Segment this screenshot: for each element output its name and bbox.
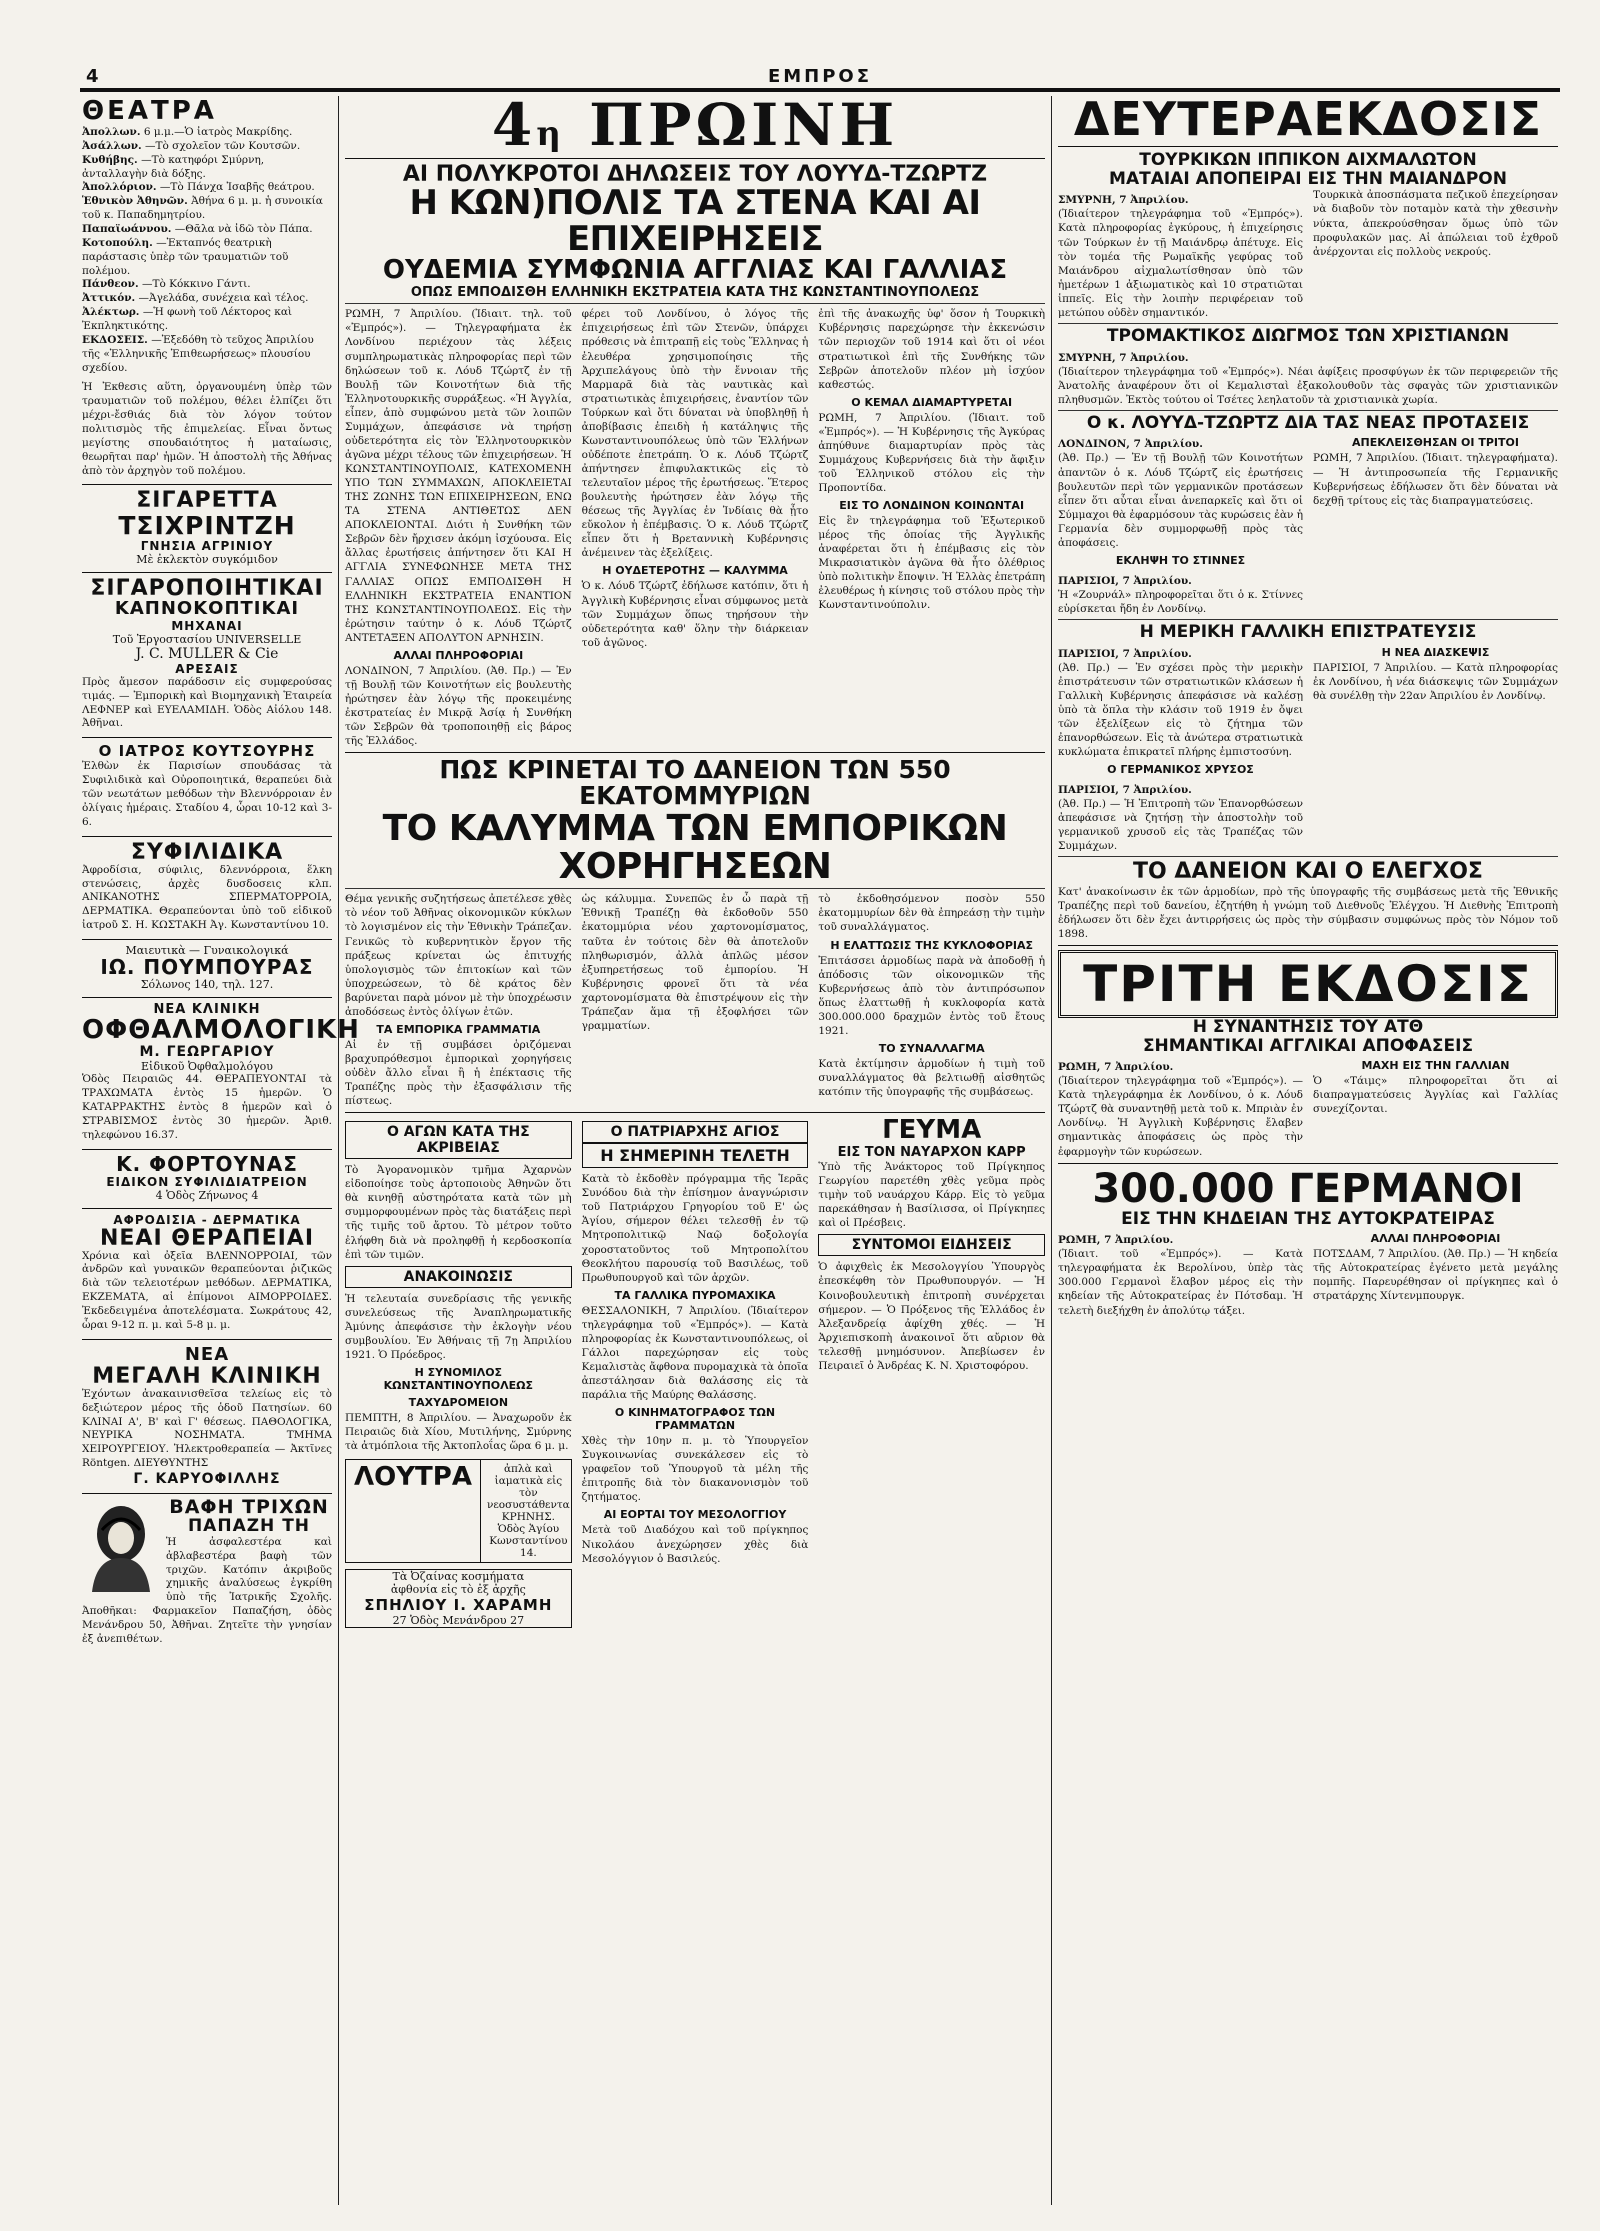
- pyromachika-head: ΤΑ ΓΑΛΛΙΚΑ ΠΥΡΟΜΑΧΙΚΑ: [614, 1288, 776, 1302]
- loan-col1b: Αἱ ἐν τῇ συμβάσει ὁριζόμεναι βραχυπρόθεσμοι ἐμπορικαὶ χορηγήσεις οὐδὲν ἄλλο εἶναι ἢ ἡ ἐπέκτασις τῆς Τραπέζης πρὸς τὴν ἐξασφάλισιν τῆς πίστεως.: [345, 1038, 572, 1108]
- divider: [345, 752, 1045, 753]
- theatre-name: Ἀλέκτωρ.: [82, 306, 140, 319]
- divider: [1058, 945, 1558, 946]
- germans-dateline: ΡΩΜΗ, 7 Ἀπριλίου.: [1058, 1234, 1174, 1247]
- fortounas-title: Κ. ΦΟΡΤΟΥΝΑΣ: [116, 1151, 298, 1176]
- divider: [82, 1208, 332, 1209]
- loan-control-head: ΤΟ ΔΑΝΕΙΟΝ ΚΑΙ Ο ΕΛΕΓΧΟΣ: [1133, 859, 1483, 885]
- lloyd-head: Ο κ. ΛΟΥΥΔ-ΤΖΩΡΤΖ ΔΙΑ ΤΑΣ ΝΕΑΣ ΠΡΟΤΑΣΕΙΣ: [1086, 412, 1530, 433]
- theatre-item: [82, 154, 332, 182]
- theatre-name: Κυθήβης.: [82, 153, 138, 166]
- short-news-text: Ὁ ἀφιχθεὶς ἐκ Μεσολογγίου Ὑπουργὸς ἐπεσκέφθη τὸν Πρωθυπουργόν. — Ἡ Κοινοβουλευτικὴ ἐπιτροπὴ συνέρχεται σήμερον. — Ὁ Πρόξενος τῆς Ἑλλάδος ἐν Ἀλεξανδρείᾳ ἀφίχθη χθές. — Ἡ Ἀρχιεπισκοπὴ ἀνακοινοῖ ὅτι αὔριον θὰ τελεσθῇ μνημόσυνον. Ἀπεβίωσεν ἐν Πειραιεῖ ὁ Ἀνδρέας Κ. Ν. Χριστοφόρου.: [818, 1261, 1046, 1372]
- big-clinic-title: ΜΕΓΑΛΗ ΚΛΙΝΙΚΗ: [92, 1363, 322, 1389]
- massacre-head: ΤΡΟΜΑΚΤΙΚΟΣ ΔΙΩΓΜΟΣ ΤΩΝ ΧΡΙΣΤΙΑΝΩΝ: [1106, 325, 1510, 346]
- third-sub: Ὁ «Τάιμς» πληροφορεῖται ὅτι αἱ διαπραγματεύσεις Ἀγγλίας καὶ Γαλλίας συνεχίζονται.: [1313, 1075, 1558, 1116]
- third-edition-banner: ΤΡΙΤΗ ΕΚΔΟΣΙΣ: [1058, 950, 1558, 1018]
- theatres-list: [82, 126, 332, 375]
- cavalry-article: [1058, 188, 1558, 320]
- ozaina-text: ἀφθονία εἰς τὸ ἐξ ἀρχῆς: [390, 1583, 526, 1597]
- theatre-item: [82, 195, 332, 223]
- lloyd-dateline: ΛΟΝΔΙΝΟΝ, 7 Ἀπριλίου.: [1058, 438, 1203, 451]
- loan-col3b: Ἐπιτάσσει ἀρμοδίως παρὰ νὰ ἀποδοθῇ ἡ ἀπόδοσις τῶν οἰκονομικῶν τῆς Κυβερνήσεως ἀπὸ τὸν ἀντιπρόσωπον ὅπως ἐλαττωθῇ ἡ κυκλοφορία κατὰ 300.000.000 δραχμῶν ἐντὸς τοῦ ἔτους 1921.: [818, 954, 1046, 1037]
- patriarch-head2: Η ΣΗΜΕΡΙΝΗ ΤΕΛΕΤΗ: [582, 1143, 809, 1168]
- theatre-text: 6 μ.μ.—Ὁ ἰατρὸς Μακρίδης.: [143, 126, 293, 138]
- big-clinic-ad: [82, 1344, 332, 1487]
- lead-col2: φέρει τοῦ Λονδίνου, ὁ λόγος τῆς ἐπιχειρήσεως ἐπὶ τῶν Στενῶν, ὑπάρχει πρόθεσις νὰ ἐπιτραπῇ εἰς τοὺς Ἕλληνας ἡ ἐλευθέρα χρησιμοποίησις τῆς Ἀρχιπελάγους ὑπὸ τὴν ἔννοιαν τῆς Μαρμαρᾶ διὰ τὰς ναυτικὰς καὶ στρατιωτικὰς ἐπιχειρήσεις, ἐναντίον τῶν Τούρκων καὶ ὅτι δύναται νὰ ὑποβληθῇ ἡ ἀποβίβασις ἐπειδὴ ἡ κατάληψις τῆς Κωνσταντινουπόλεως ὑπὸ τῶν Ἑλλήνων οὐδέποτε ἐπετράπη. Ὁ κ. Λόυδ Τζώρτζ ἀπήντησεν ἐπιφυλακτικῶς εἰς τὸ τελευταῖον μέρος τῆς ἐρωτήσεως. Ἕτερος βουλευτὴς ἠρώτησεν ἐὰν λόγῳ τῆς θέσεως τῆς Ἀγγλίας ἐν Ἰνδίαις θὰ ᾖτο εὔκολον ἡ ἐπέμβασις. Ὁ κ. Λόυδ Τζώρτζ εἶπεν ὅτι ἡ Βρεταννικὴ Κυβέρνησις ἀνέμεινεν τὰς ἐξελίξεις.: [581, 308, 809, 560]
- germans-text: (Ἰδιαιτ. τοῦ «Ἐμπρός»). — Κατὰ τηλεγραφήματα ἐκ Βερολίνου, ὑπὲρ τὰς 300.000 Γερμανοὶ ἔλαβον μέρος εἰς τὴν κηδείαν τῆς Αὐτοκρατείρας ἐν Πότσδαμ. Ἡ τελετὴ διεξήχθη ἐν ἀπολύτῳ τάξει.: [1058, 1248, 1303, 1317]
- divider: [82, 1149, 332, 1150]
- lead-headline: Η ΚΩΝ)ΠΟΛΙΣ ΤΑ ΣΤΕΝΑ ΚΑΙ ΑΙ ΕΠΙΧΕΙΡΗΣΕΙΣ: [409, 183, 981, 259]
- third-head1: Η ΣΥΝΑΝΤΗΣΙΣ ΤΟΥ ΑΤΘ: [1192, 1016, 1424, 1037]
- syphilis-ad: [82, 841, 332, 933]
- theatre-text: —Τὸ κατηφόρι Σμύρνη, ἀνταλλαγὴν διὰ δόξης.: [82, 153, 265, 180]
- lutra-title: ΛΟΥΤΡΑ: [346, 1460, 481, 1562]
- post-head: ΤΑΧΥΔΡΟΜΕΙΟΝ: [408, 1395, 509, 1409]
- cigar-title: ΣΙΓΑΡΟΠΟΙΗΤΙΚΑΙ: [90, 575, 324, 601]
- loan-headline: ΤΟ ΚΑΛΥΜΜΑ ΤΩΝ ΕΜΠΟΡΙΚΩΝ ΧΟΡΗΓΗΣΕΩΝ: [382, 807, 1008, 887]
- cigar-factory: Τοῦ Ἐργοστασίου UNIVERSELLE: [112, 632, 302, 646]
- festivals-head: ΑΙ ΕΟΡΤΑΙ ΤΟΥ ΜΕΣΟΛΟΓΓΙΟΥ: [603, 1508, 787, 1522]
- massacre-text: (Ἰδιαίτερον τηλεγράφημα τοῦ «Ἐμπρός»). Νέαι ἀφίξεις προσφύγων ἐκ τῶν περιφερειῶν τῆς Ἀνατολῆς ἀναφέρουν ὅτι οἱ Κεμαλισταὶ ἐξακολουθοῦν τὰς σφαγὰς τῶν χριστιανικῶν πληθυσμῶν. Ἐκτὸς τούτου οἱ Τσέτες λεηλατοῦν τὰ χριστιανικὰ χωρία.: [1058, 365, 1558, 406]
- french-sub-dateline: ΠΑΡΙΣΙΟΙ, 7 Ἀπριλίου.: [1058, 784, 1192, 797]
- germans-sub-head: ΑΛΛΑΙ ΠΛΗΡΟΦΟΡΙΑΙ: [1370, 1232, 1501, 1246]
- cigarette-sub: ΓΝΗΣΙΑ ΑΓΡΙΝΙΟΥ: [140, 538, 274, 553]
- french-sub-head: Ο ΓΕΡΜΑΝΙΚΟΣ ΧΡΥΣΟΣ: [1107, 763, 1254, 777]
- eye-clinic-ad: [82, 1001, 360, 1143]
- french-text: (Ἀθ. Πρ.) — Ἐν σχέσει πρὸς τὴν μερικὴν ἐπιστράτευσιν τῶν στρατιωτικῶν κλάσεων ἡ Γαλλικὴ Κυβέρνησις ἀπεφάσισε νὰ καλέσῃ ὑπὸ τὰ ὅπλα τὴν κλάσιν τοῦ 1919 ἐν ὄψει τῶν ἐξελίξεων εἰς τὸ ζήτημα τῶν ἐπανορθώσεων. Εἰς τὰ ἀνώτερα στρατιωτικὰ κυκλώματα ἐπικρατεῖ πλήρης ἐμπιστοσύνη.: [1058, 661, 1303, 759]
- french-sub2: ΠΑΡΙΣΙΟΙ, 7 Ἀπριλίου. — Κατὰ πληροφορίας ἐκ Λονδίνου, ἡ νέα διάσκεψις τῶν Συμμάχων θὰ συνέλθῃ τὴν 22αν Ἀπριλίου ἐν Λονδίνῳ.: [1313, 661, 1558, 702]
- theatre-name: Παπαϊωάννου.: [82, 223, 172, 236]
- fortounas-address: 4 Ὁδὸς Ζήνωνος 4: [155, 1188, 259, 1202]
- gyn-name: ΙΩ. ΠΟΥΜΠΟΥΡΑΣ: [100, 954, 314, 979]
- gyn-line: Μαιευτικὰ — Γυναικολογικά: [125, 943, 289, 957]
- theatre-item: [82, 278, 332, 292]
- accuracy-text: Τὸ Ἀγορανομικὸν τμῆμα Ἀχαρνὼν εἰδοποίησε τοὺς ἀρτοποιοὺς Ἀθηνῶν ὅτι θὰ κινηθῇ αὐστηρότατα κατὰ τῶν μὴ συμμορφουμένων πρὸς τὰς διατάξεις περὶ τῆς τιμῆς τοῦ ἄρτου. Τὸ μέτρον τοῦτο ἐλήφθη διὰ νὰ προληφθῇ ἡ κερδοσκοπία ἐπὶ τῶν τιμῶν.: [345, 1164, 572, 1261]
- banner-prefix: 4: [491, 91, 537, 159]
- lutra-ad: [345, 1459, 572, 1563]
- doctor-title: Ο ΙΑΤΡΟΣ ΚΟΥΤΣΟΥΡΗΣ: [98, 742, 316, 761]
- divider: [1058, 410, 1558, 411]
- big-clinic-director: Γ. ΚΑΡΥΟΦΙΛΛΗΣ: [133, 1471, 281, 1488]
- announcements-sign: Η ΣΥΝΟΜΙΛΟΣ ΚΩΝΣΤΑΝΤΙΝΟΥΠΟΛΕΩΣ: [383, 1365, 534, 1392]
- big-clinic-text: Ἐχόντων ἀνακαινισθεῖσα τελείως εἰς τὸ δεξιώτερον μέρος τῆς ὁδοῦ Πατησίων. 60 ΚΛΙΝΑΙ Α', Β' καὶ Γ' θέσεως. ΠΑΘΟΛΟΓΙΚΑ, ΝΕΥΡΙΚΑ ΝΟΣΗΜΑΤΑ. ΤΜΗΜΑ ΧΕΙΡΟΥΡΓΕΙΟΥ. Ἠλεκτροθεραπεία — Ἀκτῖνες Röntgen. ΔΙΕΥΘΥΝΤΗΣ: [82, 1387, 332, 1470]
- kapp-text: Ὑπὸ τῆς Ἀνάκτορος τοῦ Πρίγκηπος Γεωργίου παρετέθη χθὲς γεῦμα πρὸς τιμὴν τοῦ ναυάρχου Κάρρ. Εἰς τὸ γεῦμα παρεκάθησαν ἡ Βασίλισσα, οἱ Πρίγκηπες καὶ οἱ Πρέσβεις.: [818, 1161, 1046, 1230]
- theatre-name: Ἑθνικὸν Ἀθηνῶν.: [82, 195, 188, 208]
- kapp-head1: ΓΕΥΜΑ: [882, 1115, 982, 1146]
- festivals-text: Μετὰ τοῦ Διαδόχου καὶ τοῦ πρίγκηπος Νικολάου ἀνεχώρησεν χθὲς διὰ Μεσολόγγιον ὁ Βασιλεύς.: [581, 1524, 809, 1565]
- theatre-name: Πάνθεον.: [82, 278, 139, 291]
- ozaina-shop: ΣΠΗΛΙΟΥ Ι. ΧΑΡΑΜΗ: [364, 1596, 553, 1615]
- lower-articles: [345, 1117, 1045, 1628]
- divider: [1058, 619, 1558, 620]
- theatre-text: —Ἐκταπνός θεατρικὴ παράστασις ὑπὲρ τῶν τραυματιῶν τοῦ πολέμου.: [82, 236, 289, 277]
- theatre-name: Ἀπολλόριον.: [82, 181, 157, 194]
- lead-col3: ἐπὶ τῆς ἀνακωχῆς ὑφ' ὅσον ἡ Τουρκικὴ Κυβέρνησις παρεχώρησε τὴν ἐκκενώσιν τῶν περιοχῶν τοῦ 1914 καὶ ὅτι οἱ νέοι στρατιωτικοὶ ἐπὶ τῆς Συνθήκης τῶν Σεβρῶν ἀποτελοῦν πλέον μὴ ἰσχύον καθεστώς.: [818, 308, 1046, 391]
- theatre-name: Ἀσάλλων.: [82, 139, 142, 152]
- divider: [345, 888, 1045, 889]
- lead-col3-subhead2: ΕΙΣ ΤΟ ΛΟΝΔΙΝΟΝ ΚΟΙΝΩΝΤΑΙ: [839, 499, 1025, 513]
- french-sub: (Ἀθ. Πρ.) — Ἡ Ἐπιτροπὴ τῶν Ἐπανορθώσεων ἀπεφάσισε νὰ ζητήσῃ τὴν ἀποστολὴν τοῦ γερμανικοῦ χρυσοῦ εἰς τὰς Τραπέζας τῶν Συμμάχων.: [1058, 798, 1303, 853]
- therapies-title: ΝΕΑΙ ΘΕΡΑΠΕΙΑΙ: [99, 1225, 315, 1251]
- second-edition-banner: ΔΕΥΤΕΡΑΕΚΔΟΣΙΣ: [1073, 92, 1543, 146]
- lloyd-sub-dateline: ΠΑΡΙΣΙΟΙ, 7 Ἀπριλίου.: [1058, 574, 1192, 587]
- eye-clinic-title: ΟΦΘΑΛΜΟΛΟΓΙΚΗ: [82, 1014, 360, 1045]
- cigar-maker: J. C. MULLER & Cie: [135, 645, 279, 662]
- third-sub-head: ΜΑΧΗ ΕΙΣ ΤΗΝ ΓΑΛΛΙΑΝ: [1361, 1059, 1510, 1073]
- theatre-text: Ἀθήνα 6 μ. μ. ἡ συνοικία τοῦ κ. Παπαδημητρίου.: [82, 195, 323, 222]
- divider: [82, 997, 332, 998]
- lead-col2-subhead: Η ΟΥΔΕΤΕΡΟΤΗΣ — ΚΑΛΥΜΜΑ: [602, 564, 788, 578]
- theatre-name: Ἀττικόν.: [82, 292, 136, 305]
- cigarette-ad: [82, 489, 332, 565]
- divider: [1058, 146, 1558, 147]
- hair-dye-title: ΒΑΦΗ ΤΡΙΧΩΝ: [169, 1496, 329, 1519]
- germans-head1: 300.000 ΓΕΡΜΑΝΟΙ: [1092, 1165, 1524, 1212]
- middle-column: [345, 91, 1046, 2205]
- cigarette-note: Μὲ ἐκλεκτὸν συγκόμιδον: [136, 552, 278, 566]
- announcements-head: ΑΝΑΚΟΙΝΩΣΙΣ: [345, 1266, 572, 1288]
- eye-clinic-text: Ὁδὸς Πειραιῶς 44. ΘΕΡΑΠΕΥΟΝΤΑΙ τὰ ΤΡΑΧΩΜΑΤΑ ἐντὸς 15 ἡμερῶν. Ὁ ΚΑΤΑΡΡΑΚΤΗΣ ἐντὸς 8 ἡμερῶν καὶ ὁ ΣΤΡΑΒΙΣΜΟΣ ἐντὸς 30 ἡμερῶν. Ἀριθ. τηλεφώνου 16.37.: [82, 1073, 332, 1141]
- hair-dye-ad: [82, 1498, 332, 1647]
- theatre-item: [82, 237, 332, 279]
- lutra-text: ἀπλὰ καὶ ἰαματικὰ εἰς τὸν νεοσυστάθεντα ΚΡΗΝΗΣ. Ὁδὸς Ἁγίου Κωνσταντίνου 14.: [486, 1463, 570, 1560]
- loan-col3: τὸ ἐκδοθησόμενον ποσὸν 550 ἑκατομμυρίων δὲν θὰ ἐπηρεάσῃ τὴν τιμὴν τοῦ συναλλάγματος.: [818, 893, 1046, 934]
- woman-portrait-icon: [82, 1500, 160, 1592]
- third-text: (Ἰδιαίτερον τηλεγράφημα τοῦ «Ἐμπρός»). — Κατὰ τηλεγράφημα ἐκ Λονδίνου, ὁ κ. Λόυδ Τζώρτζ θὰ συναντηθῇ μετὰ τοῦ κ. Μπριὰν ἐν Λονδίνῳ. Ἡ Ἀγγλικὴ Κυβέρνησις ἔλαβεν σημαντικὰς ἀποφάσεις ὡς πρὸς τὴν ἐφαρμογὴν τῶν κυρώσεων.: [1058, 1075, 1303, 1158]
- theatre-text: —Τὸ Κόκκινο Γάντι.: [141, 278, 251, 291]
- divider: [345, 303, 1045, 304]
- cigar-title2: ΚΑΠΝΟΚΟΠΤΙΚΑΙ: [114, 597, 300, 619]
- banner-title: ΠΡΩΙΝΗ: [589, 91, 899, 159]
- accuracy-head: Ο ΑΓΩΝ ΚΑΤΑ ΤΗΣ ΑΚΡΙΒΕΙΑΣ: [345, 1121, 572, 1159]
- theatres-section: [82, 96, 332, 375]
- theatre-item: [82, 181, 332, 195]
- loan-kicker: ΠΩΣ ΚΡΙΝΕΤΑΙ ΤΟ ΔΑΝΕΙΟΝ ΤΩΝ 550 ΕΚΑΤΟΜΜΥΡΙΩΝ: [439, 755, 951, 811]
- gyn-address: Σόλωνος 140, τηλ. 127.: [140, 977, 274, 991]
- divider: [82, 737, 332, 738]
- banner-suffix: η: [536, 114, 565, 154]
- cavalry-dateline: ΣΜΥΡΝΗ, 7 Ἀπριλίου.: [1058, 194, 1189, 207]
- therapies-text: Χρόνια καὶ ὀξεῖα ΒΛΕΝΝΟΡΡΟΙΑΙ, τῶν ἀνδρῶν καὶ γυναικῶν θεραπεύονται ῥιζικῶς διὰ τῶν τελειοτέρων μεθόδων. ΔΕΡΜΑΤΙΚΑ, ΕΚΖΕΜΑΤΑ, αἱ ἐπίμονοι ΑΙΜΟΡΡΟΙΔΕΣ. Ἐκδεδειγμένα ἀποτελέσματα. Σωκράτους 42, ὧραι 9-12 π. μ. καὶ 5-8 μ. μ.: [82, 1249, 332, 1331]
- theatre-name: Κοτοπούλη.: [82, 236, 153, 249]
- french-mobil-article: [1058, 642, 1558, 854]
- hair-dye-brand: ΠΑΠΑΖΗ ΤΗ: [187, 1515, 311, 1536]
- lead-col2b: Ὁ κ. Λόυδ Τζώρτζ ἐδήλωσε κατόπιν, ὅτι ἡ Ἀγγλικὴ Κυβέρνησις εἶναι σύμφωνος μετὰ τῶν Συμμάχων ὅπως τηρήσουν τὴν οὐδετερότητα καθ' ὅλην τὴν διάρκειαν τοῦ ἀγῶνος.: [581, 580, 809, 649]
- column-rule: [338, 96, 339, 2205]
- divider: [1058, 856, 1558, 857]
- column-rule: [1051, 96, 1052, 2205]
- syphilis-title: ΣΥΦΙΛΙΔΙΚΑ: [130, 839, 284, 865]
- french-sub2-head: Η ΝΕΑ ΔΙΑΣΚΕΨΙΣ: [1381, 645, 1490, 659]
- french-dateline: ΠΑΡΙΣΙΟΙ, 7 Ἀπριλίου.: [1058, 647, 1192, 660]
- patriarch-text: Κατὰ τὸ ἐκδοθὲν πρόγραμμα τῆς Ἱερᾶς Συνόδου διὰ τὴν ἐπίσημον ἀναγνώρισιν τοῦ Πατριάρχου Γρηγορίου τοῦ Ε' ὡς Ἁγίου, σήμερον θέλει τελεσθῇ ἐν τῷ Μητροπολιτικῷ Ναῷ δοξολογία χοροστατοῦντος τοῦ Μητροπολίτου Θεοκλήτου παρουσίᾳ τοῦ Βασιλέως, τοῦ Πρωθυπουργοῦ καὶ τῶν ἀρχῶν.: [581, 1173, 809, 1284]
- announcements-text: Ἡ τελευταία συνεδρίασις τῆς γενικῆς συνελεύσεως τῆς Ἀναπληρωματικῆς Ἀμύνης ἀπεφάσισε τὴν ἐκλογὴν νέου συμβουλίου. Ἐν Ἀθήναις τῇ 7ῃ Ἀπριλίου 1921. Ὁ Πρόεδρος.: [345, 1292, 572, 1361]
- lead-col1-subhead: ΑΛΛΑΙ ΠΛΗΡΟΦΟΡΙΑΙ: [393, 648, 524, 662]
- war-notice: Ἡ Ἐκθεσις αὕτη, ὀργανουμένη ὑπὲρ τῶν τραυματιῶν τοῦ πολέμου, θέλει ἐλπίζει ὅτι μέχρι-ἔσθιάς διὰ τὸν λόγον τούτον πολιτισμὸς τῆς ἐπιμελείας. Εἶναι ὄντως μεγίστης σπουδαιότητος ἡ ματαίωσις, θεωρῆται παρ' ἡμῶν. Ἡ ἀποστολὴ τῆς Ἀθήνας ἀπὸ τὸν ἀρχηγὸν τοῦ πολέμου.: [82, 381, 332, 477]
- fortounas-ad: [82, 1151, 332, 1202]
- third-dateline: ΡΩΜΗ, 7 Ἀπριλίου.: [1058, 1061, 1174, 1074]
- divider: [82, 1493, 332, 1494]
- lead-col1: ΡΩΜΗ, 7 Ἀπριλίου. (Ἰδιαιτ. τηλ. τοῦ «Ἐμπρός»). — Τηλεγραφήματα ἐκ Λονδίνου περιέχουν τὰς λέξεις συμπληρωματικὰς πληροφορίας περὶ τῶν δηλώσεων τοῦ κ. Λόυδ Τζώρτζ ἐν τῇ Βουλῇ τῶν Κοινοτήτων διὰ τῆς Ἑλληνοτουρκικῆς συρράξεως. «Ἡ Ἀγγλία, εἶπεν, ἀπὸ συμφώνου μετὰ τῶν λοιπῶν Συμμάχων, ἀπεφάσισε νὰ τηρήσῃ οὐδετερότητα εἰς τὸν Ἑλληνοτουρκικὸν ἀγῶνα μέχρι τέλους τῶν ἐπιχειρήσεων. Ἡ ΚΩΝΣΤΑΝΤΙΝΟΥΠΟΛΙΣ, ΚΑΤΕΧΟΜΕΝΗ ΥΠΟ ΤΩΝ ΣΥΜΜΑΧΩΝ, ΑΠΟΚΛΕΙΕΤΑΙ ΤΗΣ ΖΩΝΗΣ ΤΩΝ ΕΠΙΧΕΙΡΗΣΕΩΝ, ΕΝΩ ΤΑ ΣΤΕΝΑ ΑΝΤΙΘΕΤΩΣ ΔΕΝ ΑΠΟΚΛΕΙΟΝΤΑΙ. Διότι ἡ Συνθήκη τῶν Σεβρῶν δὲν ἤρχισεν ἀκόμη ἰσχύουσα. Εἰς ἄλλας ἐρωτήσεις ἀπήντησεν ὅτι ΚΑΙ Η ΑΓΓΛΙΑ ΣΥΝΕΦΩΝΗΣΕ ΜΕΤΑ ΤΗΣ ΓΑΛΛΙΑΣ ΟΠΩΣ ΕΜΠΟΔΙΣΘΗ Η ΕΛΛΗΝΙΚΗ ΕΚΣΤΡΑΤΕΙΑ ΕΝΑΝΤΙΟΝ ΤΗΣ ΚΩΝΣΤΑΝΤΙΝΟΥΠΟΛΕΩΣ. Εἰς τὴν ἐρώτησιν ταύτην ὁ κ. Λόυδ Τζώρτζ ΑΝΤΕΤΑΞΕΝ ΑΠΟΛΥΤΟΝ ΑΡΝΗΣΙΝ.: [345, 308, 572, 644]
- short-news-head: ΣΥΝΤΟΜΟΙ ΕΙΔΗΣΕΙΣ: [818, 1234, 1045, 1256]
- divider: [82, 939, 332, 940]
- cavalry-head2: ΜΑΤΑΙΑΙ ΑΠΟΠΕΙΡΑΙ ΕΙΣ ΤΗΝ ΜΑΙΑΝΔΡΟΝ: [1109, 168, 1507, 189]
- masthead: [80, 66, 1560, 91]
- divider: [345, 1112, 1045, 1113]
- big-clinic-sup: ΝΕΑ: [184, 1343, 230, 1365]
- lead-col3-subhead: Ο ΚΕΜΑΛ ΔΙΑΜΑΡΤΥΡΕΤΑΙ: [851, 395, 1013, 409]
- eye-clinic-doctor: Μ. ΓΕΩΡΓΑΡΙΟΥ: [139, 1044, 275, 1061]
- cavalry-text2: Τουρκικὰ ἀποσπάσματα πεζικοῦ ἐπεχείρησαν νὰ διαβοῦν τὸν ποταμὸν κατὰ τὴν χθεσινὴν νύκτα, ἀπεκρούσθησαν ὅμως ὑπὸ τῶν προφυλακῶν μας. Αἱ ἀπώλειαι τοῦ ἐχθροῦ ἀνέρχονται εἰς πολλοὺς νεκρούς.: [1313, 189, 1558, 258]
- lead-col3c: Εἰς ἓν τηλεγράφημα τοῦ Ἐξωτερικοῦ μέρος τῆς ὁποίας τῆς Ἀγγλικῆς ἀναφέρεται ὅτι ἡ ἐπέμβασις εἰς τὸν Μικρασιατικὸν ἀγῶνα θὰ ἦτο ὀλέθριος ὑπὸ πολιτικὴν ἔποψιν. Ἡ Ἐλλὰς ἐπετράπη ἐλευθέρως ἡ κίνησις τοῦ στόλου πρὸς τὴν Κωνσταντινούπολιν.: [818, 515, 1046, 612]
- loan-col2: ὡς κάλυμμα. Συνεπῶς ἐν ὧ παρὰ τῇ Ἐθνικῇ Τραπέζῃ θὰ ἐκδοθοῦν 550 ἑκατομμύρια νέου χαρτονομίσματος, ταῦτα ἐν τούτοις δὲν θὰ ἀποτελοῦν πληθωρισμόν, ἀλλὰ ἁπλῶς μέσον ἐξυπηρετήσεως τοῦ ἐμπορίου. Ἡ Κυβέρνησις φρονεῖ ὅτι τὰ νέα χαρτονομίσματα θὰ ἐπιστρέψουν εἰς τὴν Τράπεζαν ἅμα τῇ ἐξοφλήσει τῶν γραμματίων.: [581, 893, 809, 1032]
- french-mobil-head: Η ΜΕΡΙΚΗ ΓΑΛΛΙΚΗ ΕΠΙΣΤΡΑΤΕΥΣΙΣ: [1139, 622, 1477, 642]
- loan-control-text: Κατ' ἀνακοίνωσιν ἐκ τῶν ἁρμοδίων, πρὸ τῆς ὑπογραφῆς τῆς συμβάσεως μετὰ τῆς Ἐθνικῆς Τραπέζης περὶ τοῦ δανείου, ἐζητήθη ἡ γνώμη τοῦ Διεθνοῦς Ἐλέγχου. Ἡ Διεθνὴς Ἐπιτροπὴ ἐδήλωσεν ὅτι δὲν ἔχει ἀντιρρήσεις ὡς πρὸς τὴν σύμβασιν συμφώνως πρὸς τὸν Νόμον τοῦ 1898.: [1058, 885, 1558, 940]
- ozaina-address: 27 Ὁδὸς Μενάνδρου 27: [392, 1614, 525, 1628]
- edition-banner: [345, 91, 1045, 159]
- theatre-text: —Ἡ φωνὴ τοῦ Λέκτορος καὶ Ἐκπληκτικότης.: [82, 306, 293, 333]
- germans-sub: ΠΟΤΣΔΑΜ, 7 Ἀπριλίου. (Ἀθ. Πρ.) — Ἡ κηδεία τῆς Αὐτοκρατείρας ἐγένετο μετὰ μεγάλης πομπῆς. Παρευρέθησαν οἱ πρίγκηπες καὶ ὁ στρατάρχης Χίντενμπουργκ.: [1313, 1248, 1558, 1303]
- new-therapies-ad: [82, 1213, 332, 1333]
- theatre-text: —Ἀγελάδα, συνέχεια καὶ τέλος.: [138, 292, 309, 305]
- cigar-machines: ΜΗΧΑΝΑΙ: [171, 618, 243, 633]
- patriarch-head1: Ο ΠΑΤΡΙΑΡΧΗΣ ΑΓΙΟΣ: [582, 1121, 809, 1143]
- theatre-item: [82, 140, 332, 154]
- divider: [1058, 1163, 1558, 1164]
- ozaina-ad: [345, 1569, 572, 1628]
- fortounas-sub: ΕΙΔΙΚΟΝ ΣΥΦΙΛΙΔΙΑΤΡΕΙΟΝ: [106, 1174, 308, 1189]
- lloyd-sub2: ΡΩΜΗ, 7 Ἀπριλίου. (Ἰδιαιτ. τηλεγραφήματα). — Ἡ ἀντιπροσωπεία τῆς Γερμανικῆς Κυβερνήσεως ἐδήλωσεν ὅτι δὲν δύναται νὰ δεχθῇ τρίτους εἰς τὰς διαπραγματεύσεις.: [1313, 452, 1558, 507]
- eye-clinic-sup: ΝΕΑ ΚΛΙΝΙΚΗ: [153, 1001, 261, 1017]
- page-number: 4: [86, 66, 99, 87]
- loan-col3c: Κατὰ ἐκτίμησιν ἁρμοδίων ἡ τιμὴ τοῦ συναλλάγματος θὰ βελτιωθῇ αἰσθητῶς κατόπιν τῆς ὑπογραφῆς τῆς συμβάσεως.: [818, 1057, 1046, 1099]
- cigar-text: Πρὸς ἄμεσον παράδοσιν εἰς συμφερούσας τιμάς. — Ἐμπορικὴ καὶ Βιομηχανικὴ Ἑταιρεία ΛΕΦΝΕΡ καὶ ΕΥΕΛΑΜΙΔΗ. Ὁδὸς Αἰόλου 148. Ἀθῆναι.: [82, 675, 332, 730]
- lloyd-sub: Ἡ «Ζουρνάλ» πληροφορεῖται ὅτι ὁ κ. Στίννες εὑρίσκεται ἤδη ἐν Λονδίνῳ.: [1058, 588, 1303, 615]
- theatre-text: —Τὸ σχολεῖον τῶν Κουτσῶν.: [144, 139, 301, 152]
- divider: [1058, 323, 1558, 324]
- loan-col3-subhead: Η ΕΛΑΤΤΩΣΙΣ ΤΗΣ ΚΥΚΛΟΦΟΡΙΑΣ: [830, 938, 1034, 952]
- theatre-item: [82, 306, 332, 334]
- theatre-name: Ἀπολλων.: [82, 126, 141, 138]
- pyromachika-text: ΘΕΣΣΑΛΟΝΙΚΗ, 7 Ἀπριλίου. (Ἰδιαίτερον τηλεγράφημα τοῦ «Ἐμπρός»). — Κατὰ πληροφορίας ἐκ Κωνσταντινουπόλεως, οἱ Γάλλοι παρεχώρησαν εἰς τοὺς Κεμαλιστὰς ἄφθονα πυρομαχικὰ τὰ ὁποῖα ἀπεστάλησαν διὰ θαλάσσης εἰς τὰ παράλια τῆς Μαύρης Θαλάσσης.: [581, 1304, 809, 1402]
- third-head2: ΣΗΜΑΝΤΙΚΑΙ ΑΓΓΛΙΚΑΙ ΑΠΟΦΑΣΕΙΣ: [1142, 1035, 1474, 1056]
- lead-deck: ΟΠΩΣ ΕΜΠΟΔΙΣΘΗ ΕΛΛΗΝΙΚΗ ΕΚΣΤΡΑΤΕΙΑ ΚΑΤΑ ΤΗΣ ΚΩΝΣΤΑΝΤΙΝΟΥΠΟΛΕΩΣ: [410, 284, 980, 300]
- divider: [82, 484, 332, 485]
- lloyd-text: (Ἀθ. Πρ.) — Ἐν τῇ Βουλῇ τῶν Κοινοτήτων ἀπαντῶν ὁ κ. Λόυδ Τζώρτζ εἰς ἐρωτήσεις βουλευτῶν περὶ τῶν γερμανικῶν προτάσεων εἶπεν ὅτι αὗται εἶναι ἀνεπαρκεῖς καὶ ὅτι οἱ Σύμμαχοι θὰ ἐφαρμόσουν τὰς κυρώσεις ἐὰν ἡ Γερμανία δὲν συμμορφωθῇ πρὸς τὰς ἀποφάσεις.: [1058, 452, 1303, 549]
- divider: [82, 572, 332, 573]
- syphilis-text: Ἀφροδίσια, σύφιλις, δλεννόρροια, ἕλκη στενώσεις, ἀρχὲς δυσδοσεις κλπ. ΑΝΙΚΑΝΟΤΗΣ ΣΠΕΡΜΑΤΟΡΡΟΙΑ, ΔΕΡΜΑΤΙΚΑ. Θεραπεύονται ὑπὸ τοῦ εἰδικοῦ ἰατροῦ Σ. Η. ΚΩΣΤΑΚΗ Ἀγ. Κωνσταντίνου 10.: [82, 863, 332, 932]
- cigar-makers-ad: [82, 577, 332, 731]
- divider: [82, 836, 332, 837]
- paper-name: ΕΜΠΡΟΣ: [767, 66, 873, 87]
- hair-dye-text: Ἡ ἀσφαλεστέρα καὶ ἀβλαβεστέρα βαφὴ τῶν τριχῶν. Κατόπιν ἀκριβοῦς χημικῆς ἀναλύσεως ἐγκρίθη ὑπὸ τῆς Ἰατρικῆς Σχολῆς. Ἀποθῆκαι: Φαρμακεῖον Παπαζήση, ὁδὸς Μενάνδρου 50, Ἀθῆναι. Ζητεῖτε τὴν γνησίαν ἐξ ἀνεπιθέτων.: [82, 1535, 332, 1645]
- mining-text: Χθὲς τὴν 10ην π. μ. τὸ Ὑπουργεῖον Συγκοινωνίας συνεκάλεσεν εἰς τὸ γραφεῖον τοῦ Ὑπουργοῦ τὰ μέλη τῆς ἐπιτροπῆς διὰ τὸν διακανονισμὸν τοῦ ζητήματος.: [581, 1435, 809, 1504]
- cavalry-head1: ΤΟΥΡΚΙΚΩΝ ΙΠΠΙΚΟΝ ΑΙΧΜΑΛΩΤΟΝ: [1139, 150, 1477, 170]
- gyn-ad: [82, 944, 332, 991]
- lead-article: [345, 307, 1045, 748]
- loan-col1: Θέμα γενικῆς συζητήσεως ἀπετέλεσε χθὲς τὸ νέον τοῦ Ἀθῆνας οἰκονομικῶν κύκλων τὸ λογισμένον εἰς τὴν Ἐθνικὴν Τράπεζαν. Γενικῶς τὸ κυβερνητικὸν ἔργον τῆς πράξεως κρίνεται ὡς ἐπιτυχής ὑπολογισμὸς τῶν ἐπιτοκίων καὶ τῶν ὑποχρεώσεων, τὸ δὲ κράτος δὲν βαρύνεται παρὰ μόνον μὲ τὴν ὑποχρέωσιν ἀποδόσεως ἐντὸς ὀλίγων ἐτῶν.: [345, 893, 572, 1018]
- theatre-item: [82, 223, 332, 237]
- cigarette-brand: ΤΣΙΧΡΙΝΤΖΗ: [118, 510, 296, 540]
- lead-col3b: ΡΩΜΗ, 7 Ἀπριλίου. (Ἰδιαιτ. τοῦ «Ἐμπρός»). — Ἡ Κυβέρνησις τῆς Ἀγκύρας ἀπηύθυνε διαμαρτυρίαν πρὸς τὰς Συμμάχους Κυβερνήσεις διὰ τὴν ἄφιξιν τοῦ Ἑλληνικοῦ στόλου εἰς τὴν Προποντίδα.: [818, 411, 1046, 495]
- loan-col3-subhead2: ΤΟ ΣΥΝΑΛΛΑΓΜΑ: [878, 1041, 985, 1055]
- cavalry-text: (Ἰδιαίτερον τηλεγράφημα τοῦ «Ἐμπρός»). Κατὰ πληροφορίας ἐγκύρους, ἡ ἐπιχείρησις τῶν Τούρκων ἐν τῇ Μαιάνδρῳ ἀπέτυχε. Εἰς τὸν τομέα τῆς Ρωμαϊκῆς γεφύρας τοῦ Μαιάνδρου αἰχμαλωτίσθησαν ὑπὸ τῶν ἡμετέρων 1 ἀξιωματικὸς καὶ 10 στρατιῶται ἱππεῖς. Εἰς τὴν λοιπὴν περιφέρειαν τοῦ μετώπου οὐδὲν σημαντικόν.: [1058, 208, 1303, 319]
- eye-clinic-spec: Εἰδικοῦ Ὀφθαλμολόγου: [141, 1060, 273, 1074]
- theatres-title: ΘΕΑΤΡΑ: [82, 96, 217, 126]
- doctor-ad: [82, 742, 332, 829]
- massacre-dateline: ΣΜΥΡΝΗ, 7 Ἀπριλίου.: [1058, 351, 1189, 364]
- theatre-text: —Θᾶλα νὰ ἰδῶ τὸν Πάπα.: [174, 223, 313, 236]
- ozaina-title: Τὰ Ὀζαίνας κοσμήματα: [392, 1570, 525, 1584]
- theatre-text: —Τὸ Πάνχα Ἰσαβῆς θεάτρου.: [159, 181, 315, 194]
- lloyd-sub-head: ΕΚΛΗΨΗ ΤΟ ΣΤΙΝΝΕΣ: [1115, 553, 1246, 567]
- left-column: [82, 96, 360, 2205]
- kapp-head2: ΕΙΣ ΤΟΝ ΝΑΥΑΡΧΟΝ ΚΑΡΡ: [837, 1144, 1026, 1160]
- lloyd-sub2-head: ΑΠΕΚΛΕΙΣΘΗΣΑΝ ΟΙ ΤΡΙΤΟΙ: [1352, 436, 1519, 450]
- lloyd-article: [1058, 432, 1558, 616]
- loan-col1-subhead: ΤΑ ΕΜΠΟΡΙΚΑ ΓΡΑΜΜΑΤΙΑ: [376, 1022, 541, 1036]
- third-article: [1058, 1055, 1558, 1158]
- theatre-name: ΕΚΔΟΣΕΙΣ.: [82, 333, 148, 346]
- cigar-paper: ΑΡΕΣΑΙΣ: [175, 661, 239, 676]
- cigarette-title: ΣΙΓΑΡΕΤΤΑ: [136, 488, 278, 514]
- theatre-item: [82, 126, 332, 140]
- theatre-item: [82, 292, 332, 306]
- lead-col1b: ΛΟΝΔΙΝΟΝ, 7 Ἀπριλίου. (Ἀθ. Πρ.) — Ἐν τῇ Βουλῇ τῶν Κοινοτήτων εἰς βουλευτὴς ἠρώτησεν ἐὰν λόγῳ τῆς προκειμένης ἐκστρατείας ἐν Μικρᾷ Ἀσίᾳ ἡ Συνθήκη τῶν Σεβρῶν θὰ τροποποιηθῇ εἰς βάρος τῆς Ἑλλάδος.: [345, 664, 572, 748]
- germans-article: [1058, 1228, 1558, 1317]
- theatre-item: [82, 334, 332, 376]
- theatre-text: —Ἐξεδόθη τὸ τεῦχος Ἀπριλίου τῆς «Ἑλληνικῆς Ἐπιθεωρήσεως» πλουσίου σχεδίου.: [82, 333, 314, 374]
- divider: [82, 1339, 332, 1340]
- right-column: [1058, 92, 1558, 2205]
- therapies-sup: ΑΦΡΟΔΙΣΙΑ - ΔΕΡΜΑΤΙΚΑ: [113, 1212, 301, 1227]
- doctor-text: Ἐλθὼν ἐκ Παρισίων σπουδάσας τὰ Συφιλιδικὰ καὶ Οὐροποιητικά, θεραπεύει διὰ τῶν νεωτάτων μεθόδων τὴν Βλεννόρροιαν ἐν ὀλίγαις ἡμέραις. Σταδίου 4, ὧραι 10-12 καὶ 3-6.: [82, 760, 332, 828]
- lead-subheadline: ΟΥΔΕΜΙΑ ΣΥΜΦΩΝΙΑ ΑΓΓΛΙΑΣ ΚΑΙ ΓΑΛΛΙΑΣ: [382, 255, 1008, 286]
- lead-kicker: ΑΙ ΠΟΛΥΚΡΟΤΟΙ ΔΗΛΩΣΕΙΣ ΤΟΥ ΛΟΥΥΔ-ΤΖΩΡΤΖ: [402, 162, 988, 187]
- loan-article: [345, 892, 1045, 1108]
- mining-head: Ο ΚΙΝΗΜΑΤΟΓΡΑΦΟΣ ΤΩΝ ΓΡΑΜΜΑΤΩΝ: [614, 1406, 776, 1433]
- post-text: ΠΕΜΠΤΗ, 8 Ἀπριλίου. — Ἀναχωροῦν ἐκ Πειραιῶς διὰ Χίου, Μυτιλήνης, Σμύρνης τὰ ἀτμόπλοια τῆς Ἀκτοπλοΐας ὥρα 6 μ. μ.: [345, 1411, 572, 1453]
- germans-head2: ΕΙΣ ΤΗΝ ΚΗΔΕΙΑΝ ΤΗΣ ΑΥΤΟΚΡΑΤΕΙΡΑΣ: [1121, 1208, 1495, 1229]
